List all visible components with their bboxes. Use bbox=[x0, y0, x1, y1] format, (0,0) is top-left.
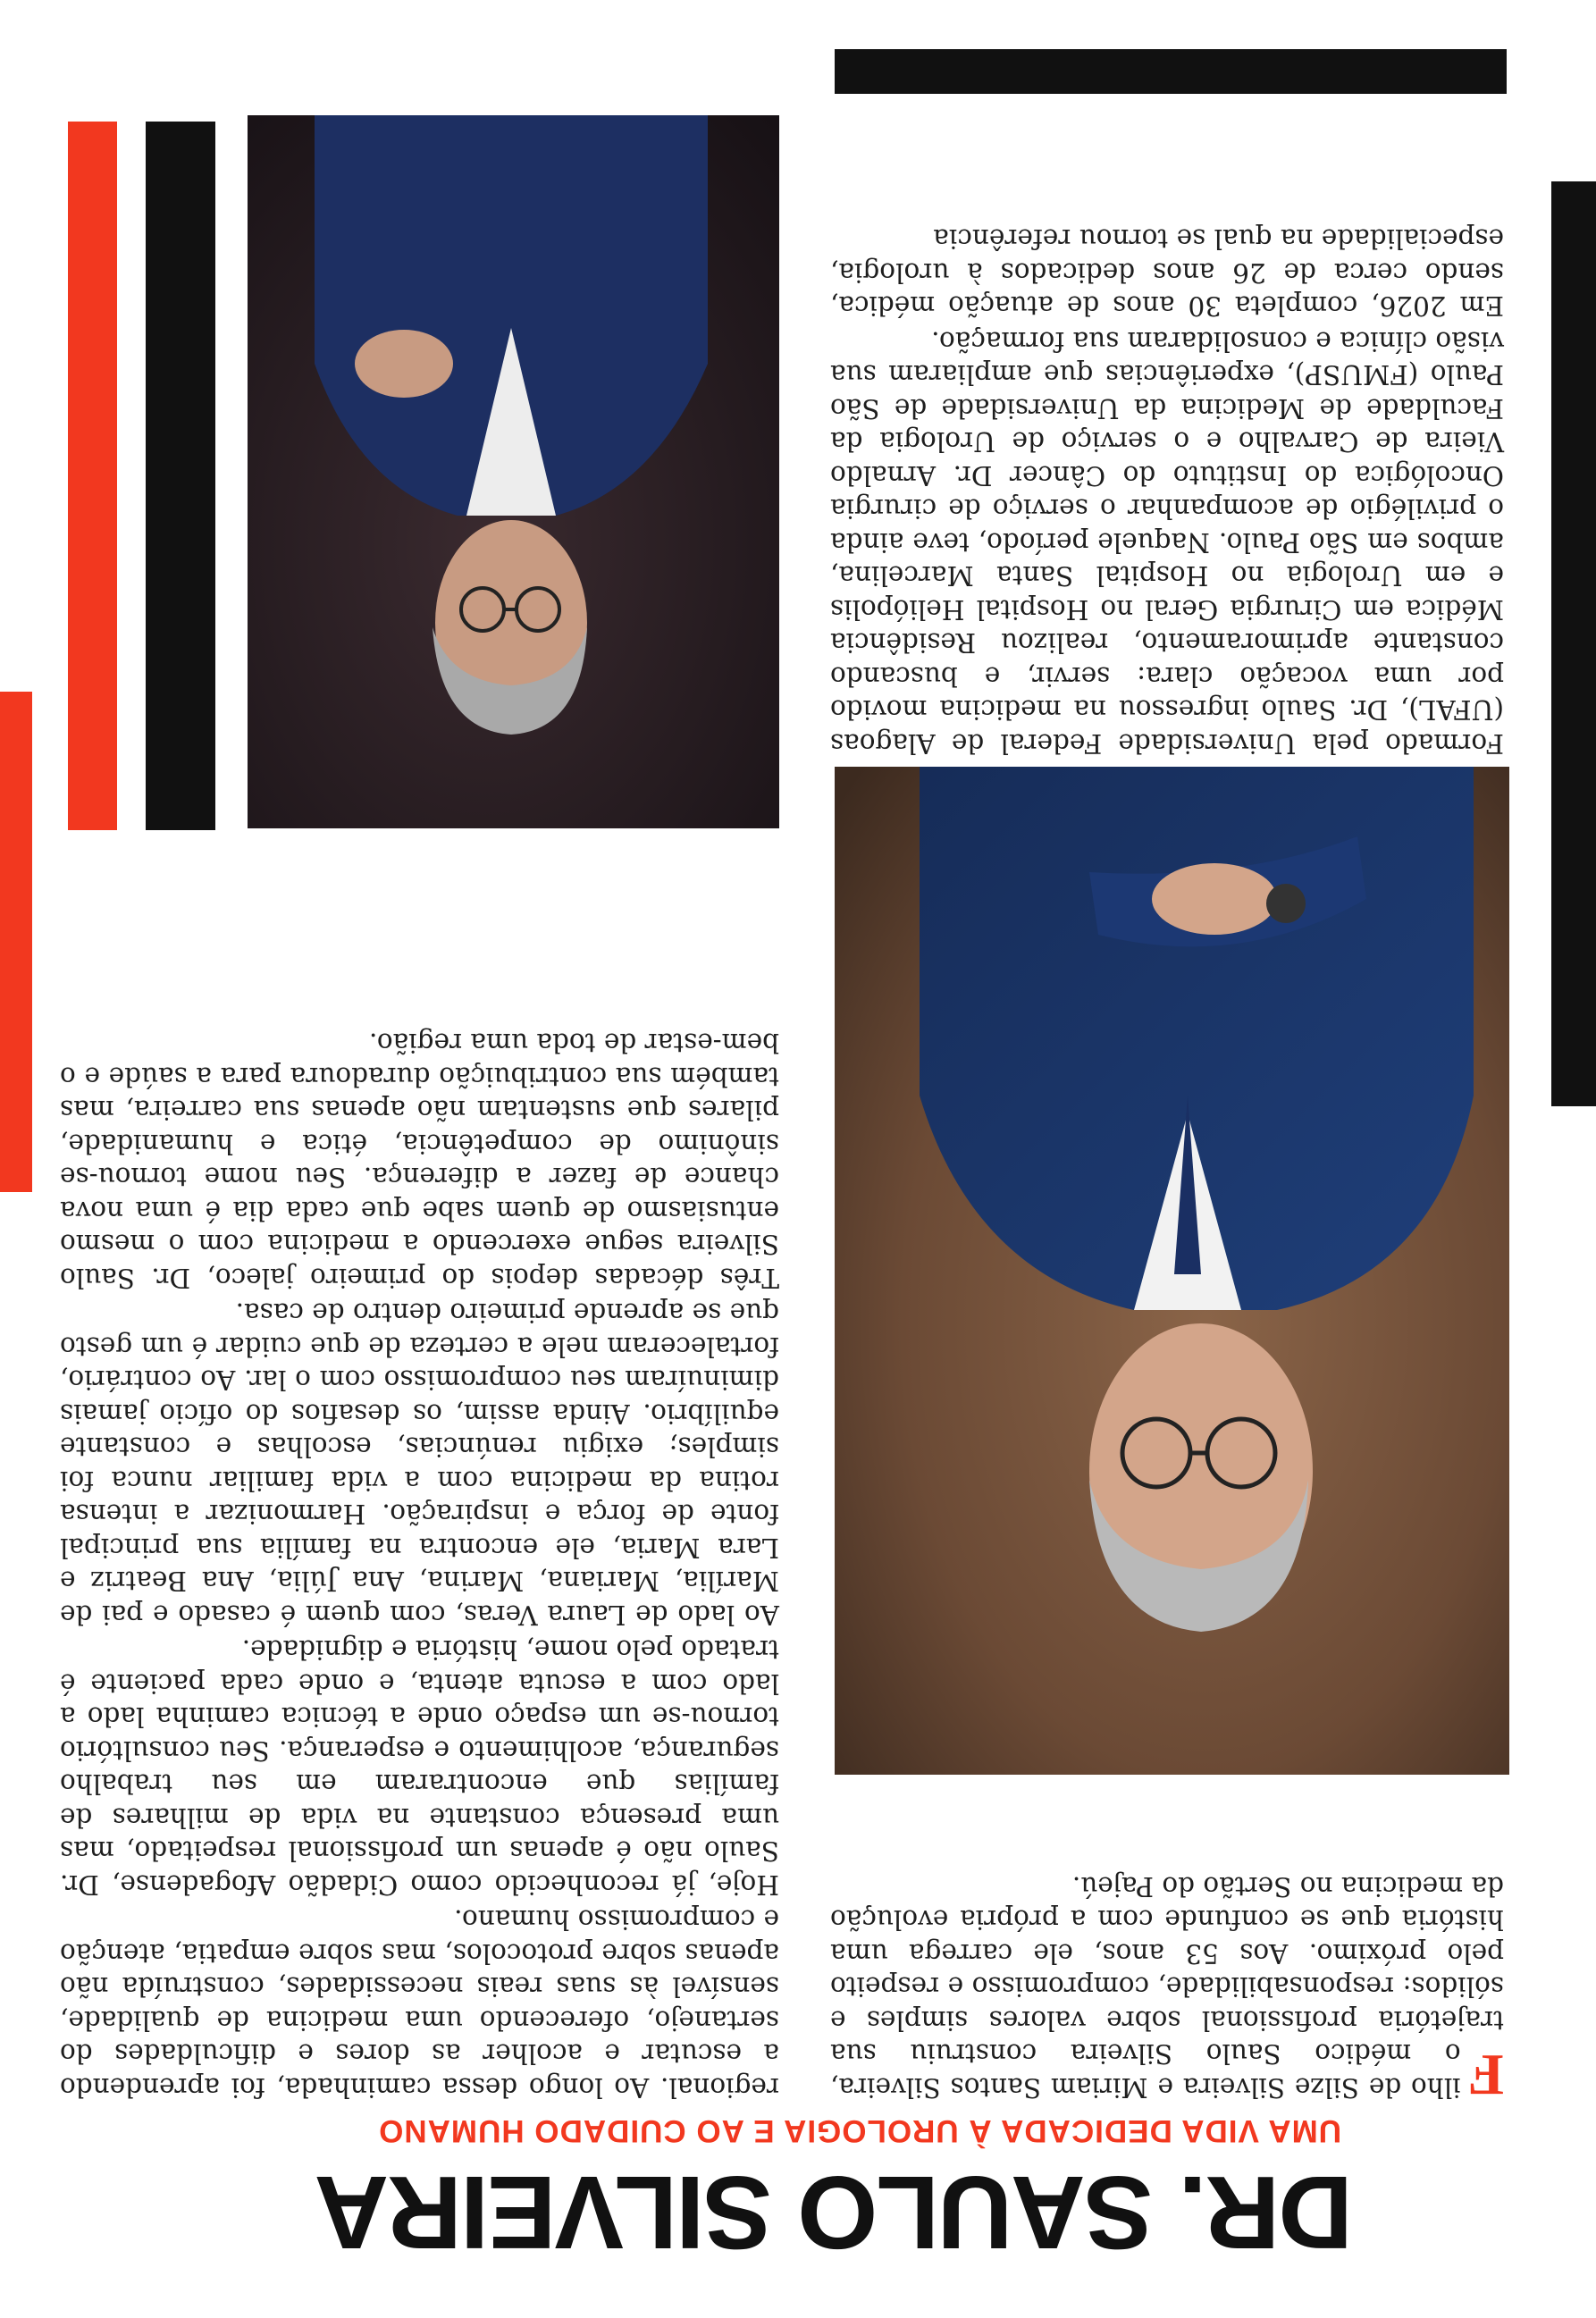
article-subtitle: UMA VIDA DEDICADA À UROLOGIA E AO CUIDADO HUMANO bbox=[378, 2113, 1341, 2148]
paragraph-closing: Três décadas depois do primeiro jaleco, Dr. Saulo Silveira segue exercendo a medicina com o mesmo entusiasmo de quem sabe que cada dia é uma nova chance de fazer a diferença. Seu nome tornou-se sinônimo de competência, ética e humanidade, pilares que sustentam não apenas sua carreira, mas também sua contribuição duradoura para a saúde e o bem-estar de toda uma região. bbox=[60, 1028, 779, 1293]
paragraph-family: Ao lado de Laura Veras, com quem é casado e pai de Marília, Mariana, Marina, Ana Júlia, Ana Beatriz e Lara Maria, ele encontra na família sua principal fonte de força e inspiração. Harmonizar a intensa rotina da medicina com a vida familiar nunca foi simples; exigiu renúncias, escolhas e constante equilíbrio. Ainda assim, os desafios do ofício jamais diminuíram seu compromisso com o lar. Ao contrário, fortaleceram nele a certeza de que cuidar é um gesto que se aprende primeiro dentro de casa. bbox=[60, 1298, 779, 1630]
top-black-bar bbox=[835, 49, 1507, 94]
article-column-left-continued bbox=[830, 222, 1504, 760]
left-black-bar bbox=[1551, 181, 1596, 1106]
paragraph-career: Em 2026, completa 30 anos de atuação médica, sendo cerca de 26 anos dedicados à urologia, especialidade na qual se tornou referência bbox=[830, 223, 1504, 322]
paragraph-today: Hoje, já reconhecido como Cidadão Afogadense, Dr. Saulo não é apenas um profissional respeitado, mas uma presença constante na vida de milhares de famílias que encontraram em seu trabalho segurança, acolhimento e esperança. Seu consultório tornou-se um espaço onde a técnica caminha lado a lado com a escuta atenta, e onde cada paciente é tratado pelo nome, história e dignidade. bbox=[60, 1634, 779, 1900]
right-red-bar bbox=[68, 122, 117, 830]
paragraph-education: Formado pela Universidade Federal de Alagoas (UFAL), Dr. Saulo ingressou na medicina movido por uma vocação clara: servir, e buscando constante aprimoramento, realizou Residência Médica em Cirurgia Geral no Hospital Heliópolis e em Urologia no Hospital Santa Marcelina, ambos em São Paulo. Naquele período, teve ainda o privilégio de acompanhar o serviço de cirurgia Oncológica do Instituto do Câncer Dr. Arnaldo Vieira de Carvalho e o serviço de Urologia da Faculdade de Medicina da Universidade de São Paulo (FMUSP), experiências que ampliaram sua visão clínica e consolidaram sua formação. bbox=[830, 326, 1504, 759]
left-red-bar bbox=[0, 692, 32, 1192]
dropcap: F bbox=[1467, 2042, 1504, 2107]
article-column-left bbox=[830, 1869, 1504, 2107]
paragraph-intro: F ilho de Silze Silveira e Miriam Santos Silveira, o médico Saulo Silveira construiu sua trajetória profissional sobre valores simples e sólidos: responsabilidade, compromisso e respeito pelo próximo. Aos 53 anos, ele carrega uma história que se confunde com a própria evolução da medicina no Sertão do Pajeú. bbox=[830, 1871, 1504, 2107]
paragraph-regional: regional. Ao longo dessa caminhada, foi aprendendo a escutar e acolher as dores e dificuldades do sertanejo, oferecendo uma medicina de qualidade, sensível às suas reais necessidades, construída não apenas sobre protocolos, mas sobre empatia, atenção e compromisso humano. bbox=[60, 1904, 779, 2103]
article-column-right bbox=[60, 1026, 779, 2104]
right-black-bar bbox=[146, 122, 215, 830]
portrait-photo-small bbox=[248, 115, 779, 828]
portrait-photo-large bbox=[835, 767, 1509, 1775]
article-title: DR. SAULO SILVEIRA bbox=[315, 2154, 1353, 2271]
